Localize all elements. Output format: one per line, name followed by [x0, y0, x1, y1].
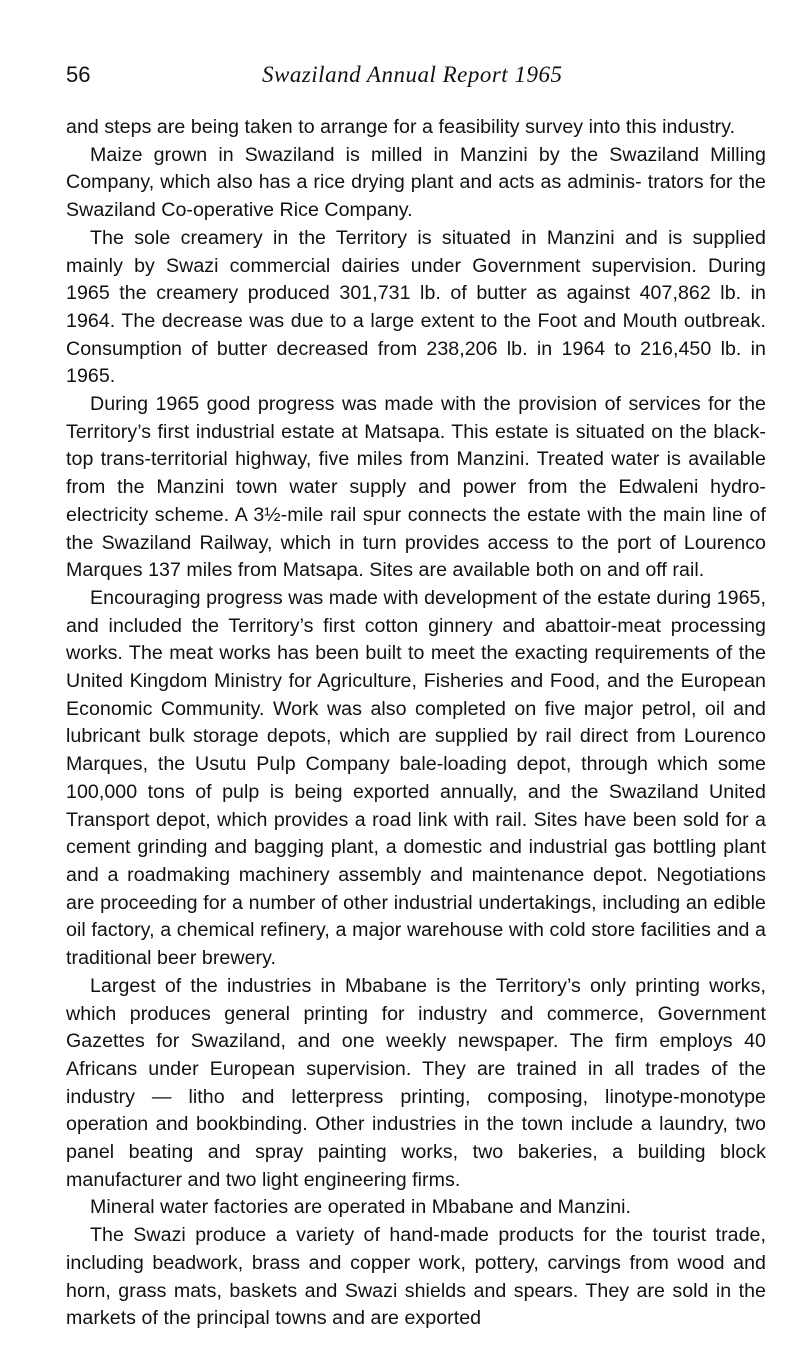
body-text [66, 114, 766, 1333]
paragraph: and steps are being taken to arrange for a feasibility survey into this industry. [66, 116, 736, 138]
paragraph: The Swazi produce a variety of hand-made products for the tourist trade, including beadwork, brass and copper work, pottery, carvings from wood and horn, grass mats, baskets and Swazi shields and spears. They are sold in the markets of the principal towns and are exported [66, 1224, 766, 1330]
running-title: Swaziland Annual Report 1965 [262, 62, 563, 87]
paragraph: Mineral water factories are operated in Mbabane and Manzini. [90, 1196, 632, 1219]
paragraph: During 1965 good progress was made with the provision of services for the Territory’s first industrial estate at Matsapa. This estate is situated on the black-top trans-territorial highway, five miles from Manzini. Treated water is available from the Manzini town water supply and power from the Edwaleni hydro-electricity scheme. A 3½-mile rail spur connects the estate with the main line of the Swaziland Railway, which in turn provides access to the port of Lourenco Marques 137 miles from Matsapa. Sites are available both on and off rail. [66, 393, 766, 582]
document-page [66, 0, 766, 1333]
paragraph: The sole creamery in the Territory is situated in Manzini and is supplied mainly by Swazi commercial dairies under Government supervision. During 1965 the creamery produced 301,731 lb. of butter as against 407,862 lb. in 1964. The decrease was due to a large extent to the Foot and Mouth outbreak. Consumption of butter decreased from 238,206 lb. in 1964 to 216,450 lb. in 1965. [66, 226, 766, 388]
paragraph: Largest of the industries in Mbabane is the Territory’s only printing works, which produces general printing for industry and commerce, Government Gazettes for Swaziland, and one weekly newspaper. The firm employs 40 Africans under European supervision. They are trained in all trades of the industry — litho and letterpress printing, composing, linotype-monotype operation and bookbinding. Other industries in the town include a laundry, two panel beating and spray painting works, two bakeries, a building block manufacturer and two light engineering firms. [66, 974, 766, 1191]
page-number: 56 [66, 62, 91, 87]
paragraph: Encouraging progress was made with development of the estate during 1965, and included the Territory’s first cotton ginnery and abattoir-meat processing works. The meat works has been built to meet the exacting requirements of the United Kingdom Ministry for Agriculture, Fisheries and Food, and the European Economic Community. Work was also completed on five major petrol, oil and lubricant bulk storage depots, which are supplied by rail direct from Lourenco Marques, the Usutu Pulp Company bale-loading depot, through which some 100,000 tons of pulp is being exported annually, and the Swaziland United Transport depot, which provides a road link with rail. Sites have been sold for a cement grinding and bagging plant, a domestic and industrial gas bottling plant and a roadmaking machinery assembly and maintenance depot. Negotiations are proceeding for a number of other industrial undertakings, including an edible oil factory, a chemical refinery, a major warehouse with cold store facilities and a traditional beer brewery. [66, 586, 766, 970]
page-header [66, 48, 766, 108]
paragraph: Maize grown in Swaziland is milled in Manzini by the Swaziland Milling Company, which also has a rice drying plant and acts as adminis- trators for the Swaziland Co-operative Rice Company. [66, 143, 766, 222]
